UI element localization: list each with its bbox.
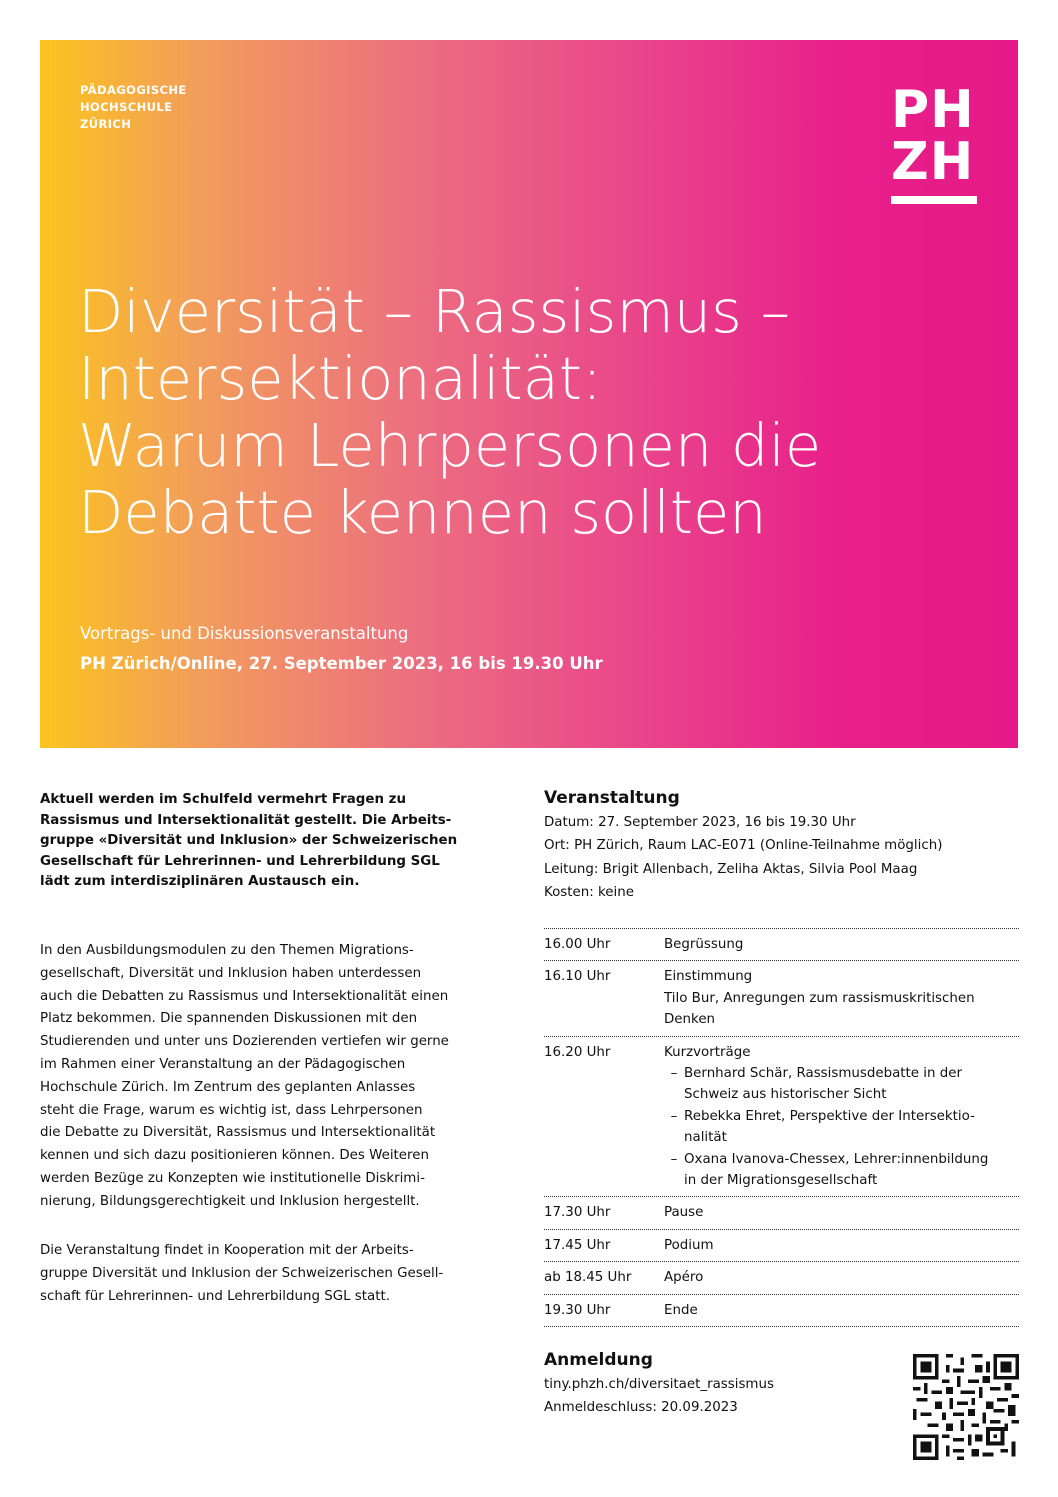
intro-line: Gesellschaft für Lehrerinnen- und Lehrerbildung SGL <box>40 853 440 869</box>
institution-line: PÄDAGOGISCHE <box>80 83 187 97</box>
institution-line: ZÜRICH <box>80 117 132 131</box>
event-detail: Leitung: Brigit Allenbach, Zeliha Aktas, Silvia Pool Maag <box>544 861 918 877</box>
schedule-line: Ende <box>664 1302 698 1318</box>
event-info <box>544 786 1019 904</box>
schedule-row <box>544 1037 1019 1198</box>
schedule-time: 16.10 Uhr <box>544 969 611 985</box>
schedule-time: 17.45 Uhr <box>544 1237 611 1253</box>
body-line: Platz bekommen. Die spannenden Diskussionen mit den <box>40 1011 418 1027</box>
schedule-table <box>544 928 1019 1327</box>
talk-line: in der Migrationsgesellschaft <box>684 1173 878 1189</box>
talk-item <box>664 1149 1019 1192</box>
body-line: schaft für Lehrerinnen- und Lehrerbildung SGL statt. <box>40 1288 390 1304</box>
title-line: Warum Lehrpersonen die <box>78 411 822 480</box>
schedule-row <box>544 1262 1019 1294</box>
registration-link[interactable]: tiny.phzh.ch/diversitaet_rassismus <box>544 1377 774 1392</box>
schedule-time: ab 18.45 Uhr <box>544 1270 632 1286</box>
event-detail: Ort: PH Zürich, Raum LAC-E071 (Online-Teilnahme möglich) <box>544 838 943 854</box>
body-line: Hochschule Zürich. Im Zentrum des geplanten Anlasses <box>40 1079 416 1095</box>
body-line: werden Bezüge zu Konzepten wie institutionelle Diskrimi- <box>40 1170 425 1186</box>
schedule-line: Tilo Bur, Anregungen zum rassismuskritischen <box>664 990 975 1006</box>
schedule-line: Begrüssung <box>664 937 744 952</box>
intro-line: gruppe «Diversität und Inklusion» der Schweizerischen <box>40 833 458 849</box>
body-line: auch die Debatten zu Rassismus und Intersektionalität einen <box>40 988 449 1004</box>
schedule-line: Kurzvorträge <box>664 1044 751 1060</box>
talk-line: nalität <box>684 1130 727 1146</box>
page-title <box>78 278 1008 546</box>
schedule-desc <box>664 1235 1019 1256</box>
event-detail: Datum: 27. September 2023, 16 bis 19.30 Uhr <box>544 815 856 830</box>
schedule-line: Pause <box>664 1205 704 1221</box>
body-line: die Debatte zu Diversität, Rassismus und Intersektionalität <box>40 1125 436 1141</box>
schedule-row <box>544 1295 1019 1327</box>
title-line: Debatte kennen sollten <box>78 478 767 547</box>
registration-deadline: Anmeldeschluss: 20.09.2023 <box>544 1400 738 1415</box>
schedule-time: 19.30 Uhr <box>544 1302 611 1318</box>
intro-paragraph <box>40 790 520 893</box>
schedule-desc <box>664 1267 1019 1288</box>
talk-line: Schweiz aus historischer Sicht <box>684 1087 887 1103</box>
subtitle: Vortrags- und Diskussionsveranstaltung <box>80 624 409 643</box>
title-line: Diversität – Rassismus – <box>78 277 791 346</box>
schedule-time: 17.30 Uhr <box>544 1205 611 1221</box>
schedule-desc <box>664 1300 1019 1321</box>
schedule-row <box>544 1197 1019 1229</box>
body-line: kennen und sich dazu positionieren können. Des Weiteren <box>40 1148 429 1164</box>
registration-heading: Anmeldung <box>544 1350 653 1370</box>
body-line: gesellschaft, Diversität und Inklusion haben unterdessen <box>40 965 422 981</box>
body-line: steht die Frage, warum es wichtig ist, dass Lehrpersonen <box>40 1102 423 1118</box>
talk-item <box>664 1063 1019 1106</box>
institution-line: HOCHSCHULE <box>80 100 173 114</box>
event-dateline: PH Zürich/Online, 27. September 2023, 16 bis 19.30 Uhr <box>80 654 603 673</box>
dash-bullet: – <box>670 1151 678 1167</box>
schedule-row <box>544 929 1019 961</box>
body-line: im Rahmen einer Veranstaltung an der Pädagogischen <box>40 1056 406 1072</box>
qr-code-icon[interactable] <box>913 1354 1019 1460</box>
intro-line: Aktuell werden im Schulfeld vermehrt Fragen zu <box>40 792 406 807</box>
body-line: In den Ausbildungsmodulen zu den Themen Migrations- <box>40 943 414 958</box>
schedule-line: Podium <box>664 1237 714 1253</box>
schedule-line: Apéro <box>664 1270 704 1286</box>
body-paragraph-1 <box>40 940 520 1214</box>
phzh-logo <box>891 80 981 204</box>
logo-bar <box>891 196 977 204</box>
body-paragraph-2 <box>40 1240 520 1308</box>
body-line: gruppe Diversität und Inklusion der Schweizerischen Gesell- <box>40 1265 444 1281</box>
talk-line: Bernhard Schär, Rassismusdebatte in der <box>684 1066 962 1082</box>
intro-line: lädt zum interdisziplinären Austausch ein. <box>40 874 360 890</box>
body-line: nierung, Bildungsgerechtigkeit und Inklusion hergestellt. <box>40 1193 420 1209</box>
talk-item <box>664 1106 1019 1149</box>
schedule-line: Einstimmung <box>664 969 753 985</box>
schedule-time: 16.00 Uhr <box>544 937 611 952</box>
schedule-desc <box>664 934 1019 955</box>
schedule-row <box>544 1230 1019 1262</box>
schedule-line: Denken <box>664 1012 716 1028</box>
body-line: Die Veranstaltung findet in Kooperation mit der Arbeits- <box>40 1243 414 1258</box>
talk-line: Rebekka Ehret, Perspektive der Intersektio- <box>684 1108 975 1124</box>
institution-name <box>80 82 187 133</box>
registration <box>544 1348 884 1419</box>
event-heading: Veranstaltung <box>544 788 680 808</box>
body-line: Studierenden und unter uns Dozierenden vertiefen wir gerne <box>40 1034 449 1050</box>
logo-line: ZH <box>891 132 975 192</box>
schedule-desc <box>664 1202 1019 1223</box>
event-detail: Kosten: keine <box>544 884 634 900</box>
schedule-desc <box>664 1042 1019 1192</box>
title-line: Intersektionalität: <box>78 344 602 413</box>
intro-line: Rassismus und Intersektionalität gestellt. Die Arbeits- <box>40 812 452 828</box>
schedule-time: 16.20 Uhr <box>544 1044 611 1060</box>
logo-line: PH <box>891 80 975 140</box>
talk-line: Oxana Ivanova-Chessex, Lehrer:innenbildung <box>684 1151 989 1167</box>
dash-bullet: – <box>670 1066 678 1082</box>
hero-banner <box>40 40 1018 748</box>
schedule-desc <box>664 966 1019 1030</box>
schedule-row <box>544 961 1019 1036</box>
dash-bullet: – <box>670 1108 678 1124</box>
